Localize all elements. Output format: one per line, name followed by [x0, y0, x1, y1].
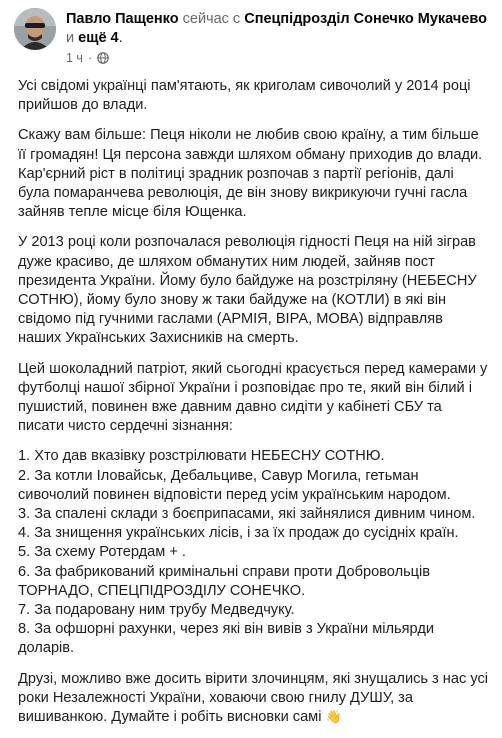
author-name[interactable]: Павло Пащенко — [66, 11, 179, 27]
list-item: 1. Хто дав вказівку розстрілювати НЕБЕСНУ СОТНЮ. — [18, 448, 385, 465]
list-item: 5. За схему Ротердам + . — [18, 544, 186, 561]
post-time[interactable]: 1 ч — [66, 51, 83, 65]
and-text: и — [66, 30, 75, 46]
post-paragraph-2: Скажу вам більше: Пеця ніколи не любив свою країну, а тим більше її громадян! Ця персона завжди шляхом обману приходив до влади. Кар'єрний ріст в політиці зрадник розпочав з партії регіонів, далі була помаранчева революція, де він знову викрикуючи гучні гасла зайняв тепле місце біля Ющенка. — [18, 127, 483, 221]
post-paragraph-1: Усі свідомі українці пам'ятають, як криголам сивочолий у 2014 році прийшов до влади. — [18, 78, 471, 114]
post-header-text — [66, 10, 492, 48]
header-period: . — [118, 30, 123, 46]
avatar-image — [14, 8, 56, 50]
post-header — [14, 8, 492, 70]
post-paragraph-5 — [18, 670, 488, 728]
post-body — [18, 77, 488, 738]
globe-icon[interactable] — [97, 52, 109, 64]
post-meta — [66, 51, 109, 65]
list-item: 4. За знищення українських лісів, і за їх продаж до сусідніх країн. — [18, 525, 459, 542]
author-avatar[interactable] — [14, 8, 56, 50]
and-more-link[interactable]: ещё 4 — [78, 30, 119, 46]
post-paragraph-3: У 2013 році коли розпочалася революція гідності Пеця на ній зіграв дуже красиво, де шляхом обманутих ним людей, зайняв пост президента України. Йому було байдуже на розстріляну (НЕБЕСНУ СОТНЮ), йому було знову ж таки байдуже на (КОТЛИ) в які він свідомо під гучними гаслами (АРМІЯ, ВІРА, МОВА) відправляв наших Українських Захисників на смерть. — [18, 234, 477, 347]
list-item: 6. За фабрикований кримінальні справи проти Добровольців ТОРНАДО, СПЕЦПІДРОЗДІЛУ СОНЕЧКО. — [18, 563, 431, 599]
post-paragraph-4: Цей шоколадний патріот, який сьогодні красується перед камерами у футболці нашої збірної України і розповідає про те, який він білий і пушистий, повинен вже давним давно сидіти у кабінеті СБУ та писати чисто сердечні зізнання: — [18, 360, 488, 435]
meta-separator: · — [87, 51, 93, 65]
tagged-group-link[interactable]: Спецпідрозділ Сонечко Мукачево — [244, 11, 487, 27]
list-item: 8. За офшорні рахунки, через які він вивів з України мільярди доларів. — [18, 621, 434, 657]
post-paragraph-5-text: Друзі, можливо вже досить вірити злочинцям, які знущались з нас усі роки Незалежності України, ховаючи свою гнилу ДУШУ, за вишиванкою. Думайте і робіть висновки самі — [18, 670, 488, 726]
accusation-list — [18, 447, 488, 658]
post-action-text: сейчас с — [182, 11, 241, 27]
list-item: 3. За спалені склади з боєприпасами, які зайнялися дивним чином. — [18, 506, 476, 523]
list-item: 7. За подаровану ним трубу Медведчуку. — [18, 602, 295, 619]
waving-hand-emoji: 👋 — [325, 709, 342, 725]
list-item: 2. За котли Іловайськ, Дебальциве, Савур Могила, гетьман сивочолий повинен відповісти перед усім українським народом. — [18, 467, 451, 503]
